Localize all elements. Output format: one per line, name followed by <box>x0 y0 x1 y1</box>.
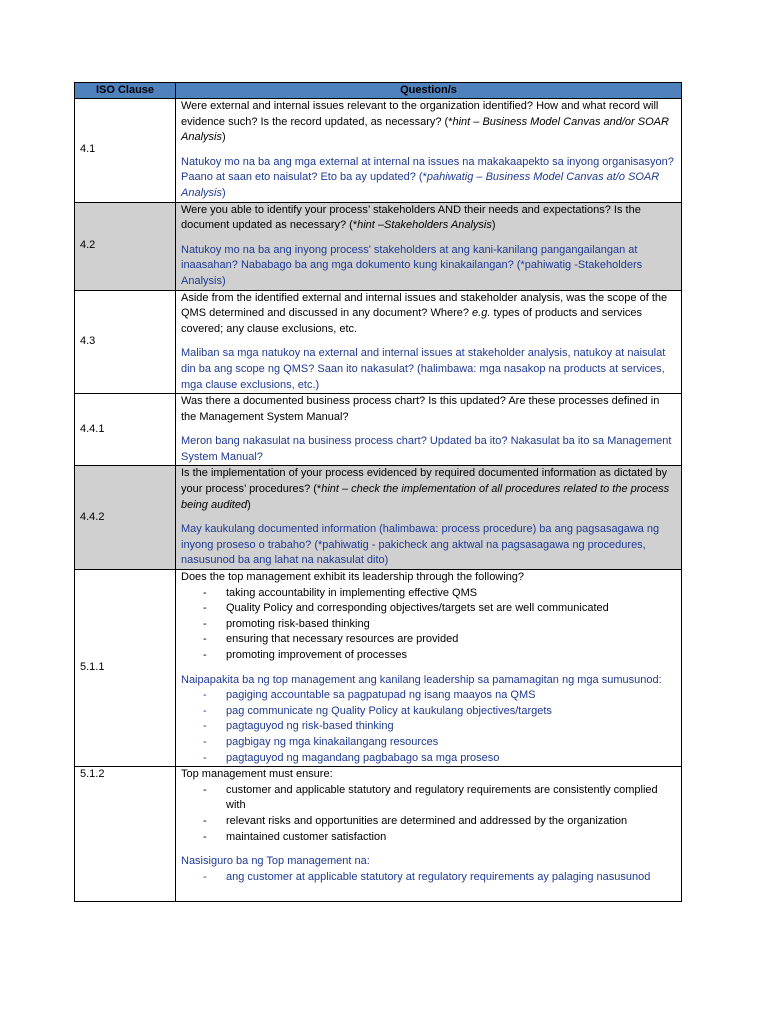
english-bullet-list <box>181 586 676 664</box>
header-questions: Question/s <box>176 83 682 99</box>
clause-cell: 4.4.2 <box>75 466 176 570</box>
clause-cell: 4.3 <box>75 290 176 394</box>
question-cell <box>176 570 682 767</box>
list-item: - ang customer at applicable statutory at regulatory requirements ay palaging nasusunod <box>203 870 676 886</box>
list-item: - maintained customer satisfaction <box>203 830 676 846</box>
list-item: - ensuring that necessary resources are provided <box>203 632 676 648</box>
clause-cell: 5.1.2 <box>75 767 176 902</box>
table-row <box>75 290 682 394</box>
question-cell <box>176 466 682 570</box>
table-row <box>75 202 682 290</box>
table-row <box>75 466 682 570</box>
table-row <box>75 570 682 767</box>
question-english: Were you able to identify your process’ stakeholders AND their needs and expectations? Is the document updated as necessary? (*hint –Stakeholders Analysis) <box>181 203 641 232</box>
question-tagalog: Natukoy mo na ba ang mga external at internal na issues na makakaapekto sa inyong organisasyon? Paano at saan eto naisulat? Eto ba ay updated? (*pahiwatig – Business Model Canvas at/o SOAR Analysis) <box>181 155 674 199</box>
iso-audit-table <box>74 82 682 902</box>
english-bullet-list <box>181 783 676 845</box>
header-iso-clause: ISO Clause <box>75 83 176 99</box>
clause-cell: 4.2 <box>75 202 176 290</box>
question-tagalog: Nasisiguro ba ng Top management na: - ang customer at applicable statutory at regulatory requirements ay palaging nasusunod <box>181 854 676 885</box>
list-item: - taking accountability in implementing effective QMS <box>203 586 676 602</box>
table-header-row <box>75 83 682 99</box>
question-english: Was there a documented business process chart? Is this updated? Are these processes defined in the Management System Manual? <box>181 395 660 423</box>
clause-cell: 4.4.1 <box>75 394 176 466</box>
table-row <box>75 394 682 466</box>
tagalog-bullet-list <box>181 688 676 766</box>
question-english: Does the top management exhibit its leadership through the following? - taking accountability in implementing effective QMS - Quality Policy and corresponding objectives/targets set are well communicated - promoting risk-based thinking - ensuring that necessary resources are provided - promoting improvement of processes <box>181 570 676 664</box>
question-cell <box>176 99 682 203</box>
question-cell <box>176 290 682 394</box>
list-item: - promoting improvement of processes <box>203 648 676 664</box>
tagalog-bullet-list <box>181 870 676 886</box>
question-english: Top management must ensure: - customer and applicable statutory and regulatory requirements are consistently complied with - relevant risks and opportunities are determined and addressed by the organization - maintained customer satisfaction <box>181 767 676 845</box>
question-english: Were external and internal issues relevant to the organization identified? How and what record will evidence such? Is the record updated, as necessary? (*hint – Business Model Canvas and/or SOAR Analysis) <box>181 100 669 144</box>
list-item: - Quality Policy and corresponding objectives/targets set are well communicated <box>203 601 676 617</box>
list-item: - promoting risk-based thinking <box>203 617 676 633</box>
question-cell <box>176 202 682 290</box>
list-item: - pagtaguyod ng magandang pagbabago sa mga proseso <box>203 751 676 767</box>
list-item: - pagtaguyod ng risk-based thinking <box>203 719 676 735</box>
question-tagalog: Naipapakita ba ng top management ang kanilang leadership sa pamamagitan ng mga sumusunod: - pagiging accountable sa pagpatupad ng isang maayos na QMS - pag communicate ng Quality Policy at kaukulang objectives/targets - pagtaguyod ng risk-based thinking - pagbigay ng mga kinakailangang resources - pagtaguyod ng magandang pagbabago sa mga proseso <box>181 673 676 767</box>
question-english: Aside from the identified external and internal issues and stakeholder analysis, was the scope of the QMS determined and discussed in any document? Where? e.g. types of products and services covered; any clause exclusions, etc. <box>181 291 668 335</box>
list-item: - pagiging accountable sa pagpatupad ng isang maayos na QMS <box>203 688 676 704</box>
question-cell <box>176 767 682 902</box>
table-row <box>75 767 682 902</box>
clause-cell: 5.1.1 <box>75 570 176 767</box>
question-tagalog: Maliban sa mga natukoy na external and internal issues at stakeholder analysis, natukoy at naisulat din ba ang scope ng QMS? Saan ito nakasulat? (halimbawa: mga nasakop na products at services, mga clause exclusions, etc.) <box>181 347 666 391</box>
list-item: - relevant risks and opportunities are determined and addressed by the organization <box>203 814 676 830</box>
question-tagalog: May kaukulang documented information (halimbawa: process procedure) ba ang pagsasagawa ng inyong proseso o trabaho? (*pahiwatig - pakicheck ang aktwal na pagsasagawa ng procedures, nasusunod ba ang lahat na nakasulat dito) <box>181 523 660 567</box>
list-item: - customer and applicable statutory and regulatory requirements are consistently complied with <box>203 783 676 814</box>
list-item: - pag communicate ng Quality Policy at kaukulang objectives/targets <box>203 704 676 720</box>
question-english: Is the implementation of your process evidenced by required documented information as dictated by your process’ procedures? (*hint – check the implementation of all procedures related to the process being audited) <box>181 467 670 511</box>
question-cell <box>176 394 682 466</box>
question-tagalog: Meron bang nakasulat na business process chart? Updated ba ito? Nakasulat ba ito sa Management System Manual? <box>181 435 672 463</box>
list-item: - pagbigay ng mga kinakailangang resources <box>203 735 676 751</box>
table-row <box>75 99 682 203</box>
question-tagalog: Natukoy mo na ba ang inyong process' stakeholders at ang kani-kanilang pangangailangan at inaasahan? Nababago ba ang mga dokumento kung kinakailangan? (*pahiwatig -Stakeholders Analysis) <box>181 243 643 287</box>
clause-cell: 4.1 <box>75 99 176 203</box>
